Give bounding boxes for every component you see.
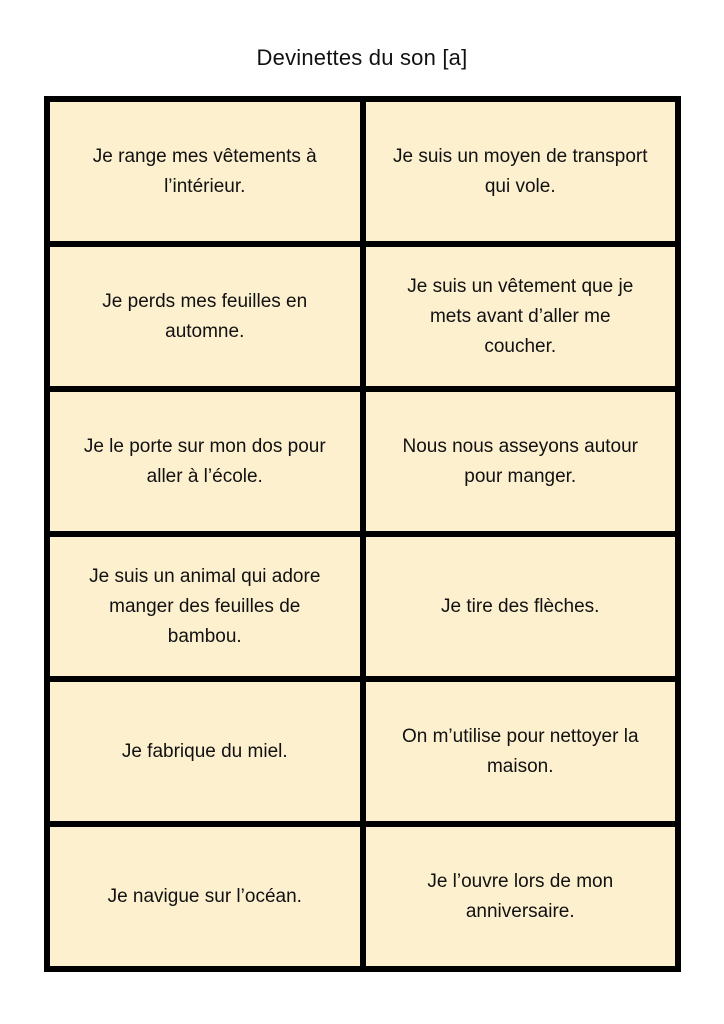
- riddle-text: On m’utilise pour nettoyer la maison.: [401, 725, 639, 777]
- page-title: Devinettes du son [a]: [256, 45, 468, 70]
- riddle-card: [50, 392, 360, 531]
- riddle-text: Je suis un vêtement que je mets avant d’aller me coucher.: [407, 275, 634, 357]
- riddle-card: [366, 537, 676, 676]
- riddle-card: [366, 682, 676, 821]
- riddle-text: Je l’ouvre lors de mon anniversaire.: [427, 870, 614, 922]
- riddle-card: [50, 247, 360, 386]
- riddle-text: Je suis un moyen de transport qui vole.: [392, 145, 648, 197]
- riddle-card: [366, 827, 676, 966]
- riddle-card: [366, 102, 676, 241]
- riddle-card: [50, 682, 360, 821]
- riddle-card: [50, 537, 360, 676]
- riddle-text: Je suis un animal qui adore manger des feuilles de bambou.: [89, 565, 321, 647]
- riddle-text: Je le porte sur mon dos pour aller à l’école.: [83, 435, 326, 487]
- riddle-text: Je tire des flèches.: [441, 595, 600, 617]
- riddle-card: [50, 827, 360, 966]
- riddle-card: [50, 102, 360, 241]
- riddle-text: Je fabrique du miel.: [121, 740, 288, 762]
- riddle-card: [366, 247, 676, 386]
- riddle-card: [366, 392, 676, 531]
- riddle-text: Je navigue sur l’océan.: [107, 885, 302, 907]
- riddle-text: Nous nous asseyons autour pour manger.: [402, 435, 639, 487]
- riddle-text: Je range mes vêtements à l’intérieur.: [92, 145, 317, 197]
- riddle-card-grid: [44, 96, 681, 972]
- riddle-text: Je perds mes feuilles en automne.: [102, 290, 308, 342]
